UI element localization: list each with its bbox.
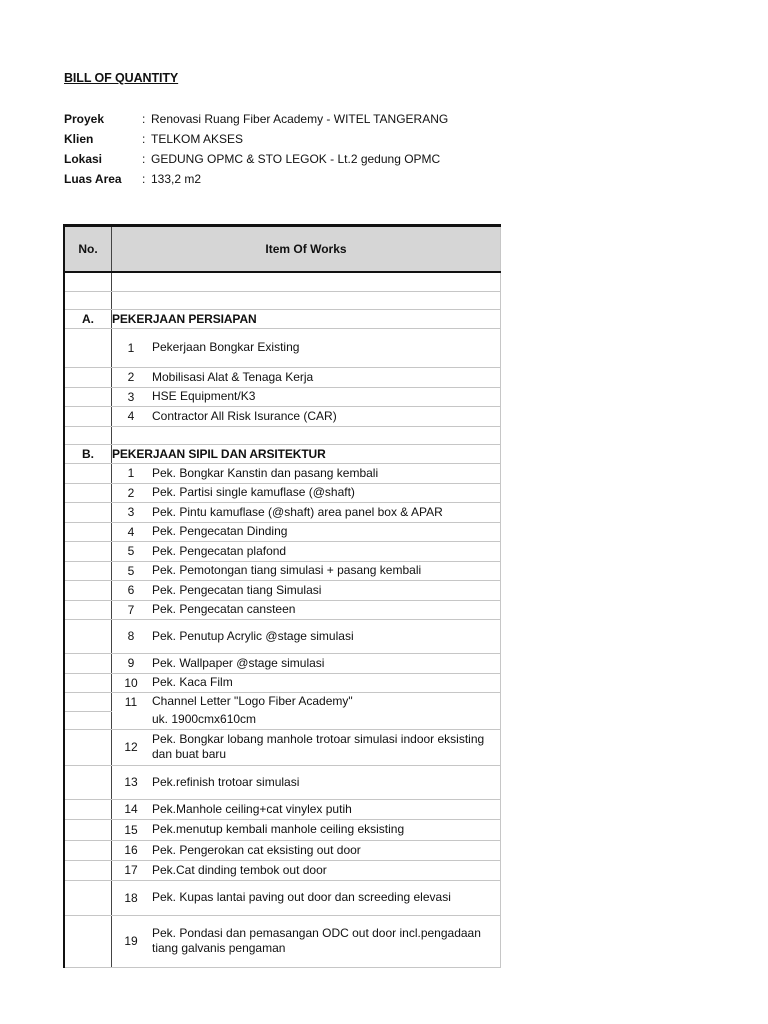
colon: : (142, 152, 146, 166)
table-row (64, 328, 501, 367)
item-description: Pek. Kupas lantai paving out door dan screeding elevasi (152, 890, 451, 904)
client-row (64, 129, 491, 149)
table-row (64, 580, 501, 600)
item-number: 1 (127, 466, 135, 480)
location-value: GEDUNG OPMC & STO LEGOK - Lt.2 gedung OPMC (151, 152, 441, 166)
area-label: Luas Area (64, 172, 122, 186)
item-number: 8 (127, 629, 135, 643)
item-number: 5 (127, 563, 135, 578)
section-title: PEKERJAAN SIPIL DAN ARSITEKTUR (112, 444, 501, 463)
bill-of-quantity-table (63, 224, 501, 968)
table-row (64, 840, 501, 860)
table-row (64, 367, 501, 387)
table-row (64, 711, 501, 729)
item-description: Pek. Partisi single kamuflase (@shaft) (152, 485, 355, 499)
item-description: uk. 1900cmx610cm (152, 712, 257, 727)
colon: : (142, 132, 146, 146)
item-number: 11 (124, 694, 138, 709)
area-row (64, 169, 491, 189)
table-row (64, 673, 501, 692)
table-row (64, 522, 501, 541)
table-row (64, 541, 501, 561)
project-info (64, 109, 491, 189)
location-row (64, 149, 491, 169)
column-header-item: Item Of Works (112, 226, 501, 273)
table-row (64, 915, 501, 967)
item-number: 6 (127, 583, 135, 597)
colon: : (142, 112, 146, 126)
item-number: 16 (124, 843, 138, 857)
project-row (64, 109, 491, 129)
item-number: 19 (124, 934, 138, 948)
table-row (64, 502, 501, 522)
table-row (64, 653, 501, 673)
item-description: Pek. Penutup Acrylic @stage simulasi (152, 628, 354, 643)
table-row (64, 463, 501, 483)
item-number: 15 (124, 822, 138, 837)
project-value: Renovasi Ruang Fiber Academy - WITEL TANGERANG (151, 112, 449, 126)
item-description: Pek.refinish trotoar simulasi (152, 774, 300, 789)
item-number: 12 (124, 740, 138, 754)
item-description: Pek.Manhole ceiling+cat vinylex putih (152, 801, 352, 816)
section-row-a (64, 309, 501, 328)
spacer-row (64, 426, 501, 444)
table-row (64, 860, 501, 880)
table-row (64, 483, 501, 502)
table-row (64, 600, 501, 619)
item-number: 7 (127, 602, 135, 617)
section-letter: A. (64, 309, 112, 328)
item-number: 17 (124, 863, 138, 877)
item-number: 5 (127, 544, 135, 558)
item-number: 3 (127, 389, 135, 404)
item-description: Pek. Bongkar Kanstin dan pasang kembali (152, 465, 379, 480)
item-number: 14 (124, 802, 138, 816)
item-description: Pek. Pengecatan cansteen (152, 602, 296, 616)
table-row (64, 880, 501, 915)
item-description: Pek.Cat dinding tembok out door (152, 862, 327, 877)
item-description: Pek. Kaca Film (152, 675, 233, 689)
table-row (64, 406, 501, 426)
client-label: Klien (64, 132, 94, 146)
item-description: Pek. Pengecatan tiang Simulasi (152, 582, 322, 597)
item-description: Pek. Pengecatan Dinding (152, 524, 288, 538)
area-value: 133,2 m2 (151, 172, 202, 186)
table-row (64, 619, 501, 653)
table-row (64, 387, 501, 406)
section-title: PEKERJAAN PERSIAPAN (112, 309, 501, 328)
item-number: 9 (127, 656, 135, 670)
table-row (64, 561, 501, 580)
item-description: Pek. Pengerokan cat eksisting out door (152, 842, 361, 857)
item-number: 3 (127, 505, 135, 519)
table-row (64, 729, 501, 765)
table-row (64, 819, 501, 840)
table-header-row (64, 226, 501, 273)
table-row (64, 765, 501, 799)
item-number: 2 (127, 485, 135, 500)
item-description: Pek. Pemotongan tiang simulasi + pasang kembali (152, 563, 422, 577)
item-number: 1 (127, 340, 135, 355)
item-description: Contractor All Risk Isurance (CAR) (152, 408, 337, 423)
item-description: Mobilisasi Alat & Tenaga Kerja (152, 369, 314, 384)
item-description: Pek. Wallpaper @stage simulasi (152, 655, 325, 670)
item-description: Pek.menutup kembali manhole ceiling eksisting (152, 822, 405, 836)
item-description: Channel Letter "Logo Fiber Academy" (152, 694, 353, 709)
section-row-b (64, 444, 501, 463)
item-description: Pek. Pondasi dan pemasangan ODC out door incl.pengadaan tiang galvanis pengaman (152, 926, 481, 955)
client-value: TELKOM AKSES (151, 132, 244, 146)
spacer-row (64, 272, 501, 291)
item-description: Pekerjaan Bongkar Existing (152, 340, 300, 354)
item-description: HSE Equipment/K3 (152, 389, 256, 403)
item-description: Pek. Pengecatan plafond (152, 543, 287, 558)
item-number: 10 (124, 675, 138, 690)
location-label: Lokasi (64, 152, 103, 166)
column-header-no: No. (64, 226, 112, 273)
project-label: Proyek (64, 112, 105, 126)
item-number: 2 (127, 370, 135, 384)
section-letter: B. (64, 444, 112, 463)
item-description: Pek. Pintu kamuflase (@shaft) area panel box & APAR (152, 504, 443, 519)
item-number: 4 (127, 524, 135, 539)
document-title: BILL OF QUANTITY (64, 71, 179, 85)
spacer-row (64, 291, 501, 309)
item-number: 18 (124, 890, 138, 905)
colon: : (142, 172, 146, 186)
item-number: 4 (127, 409, 135, 423)
table-row (64, 692, 501, 711)
item-description: Pek. Bongkar lobang manhole trotoar simulasi indoor eksisting dan buat baru (152, 732, 485, 761)
table-row (64, 799, 501, 819)
item-number: 13 (124, 775, 138, 789)
